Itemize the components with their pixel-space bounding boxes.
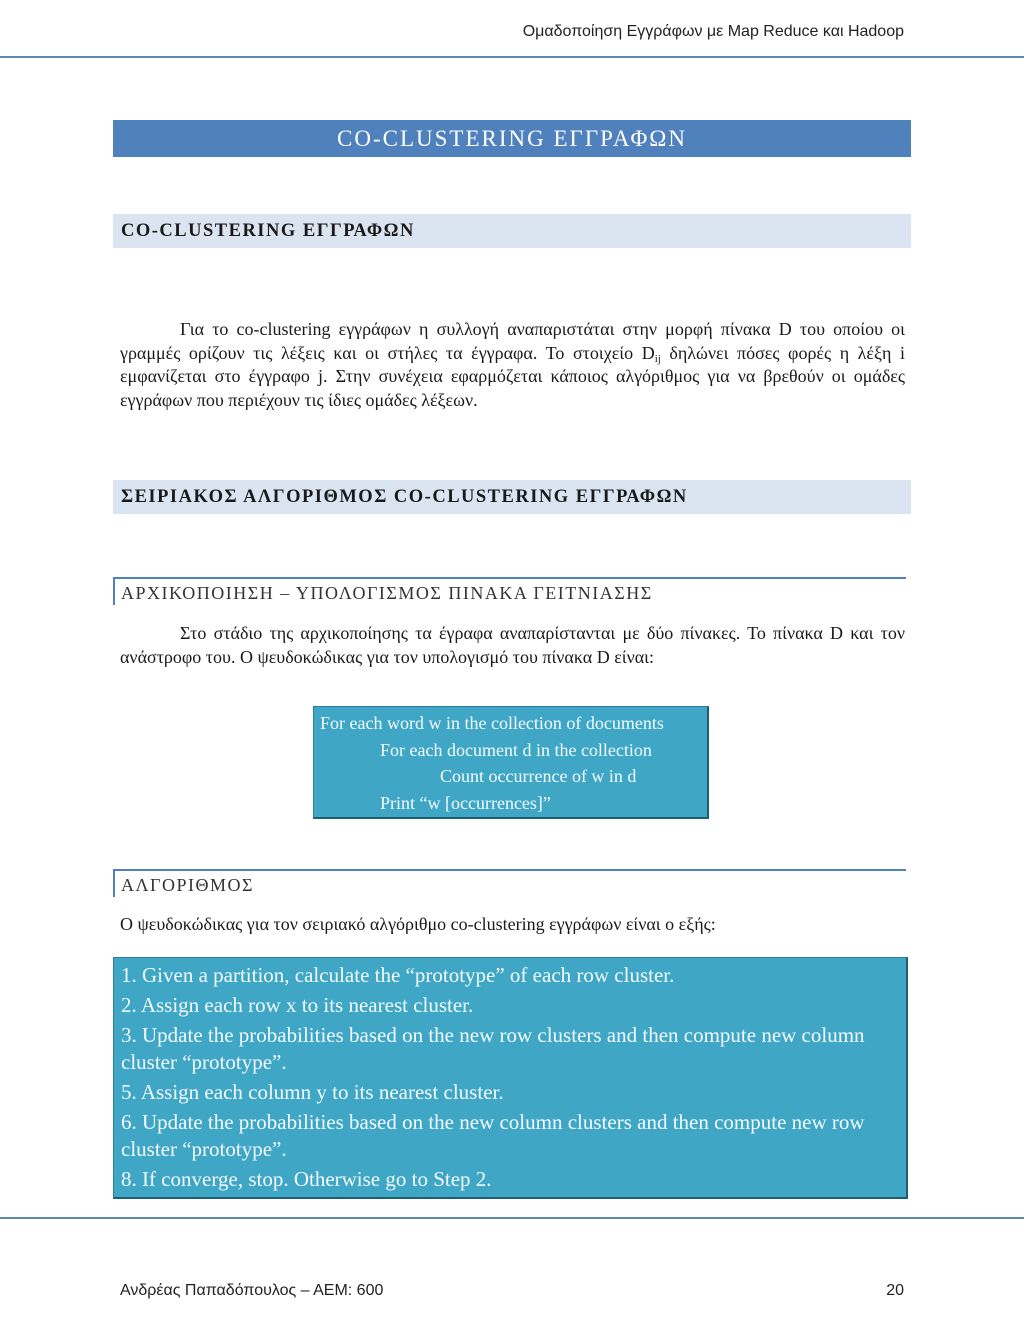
code-line: For each word w in the collection of documents [320,713,664,733]
header-rule [0,56,1024,58]
algorithm-step: 1. Given a partition, calculate the “prototype” of each row cluster. [121,963,675,987]
algorithm-step: 5. Assign each column y to its nearest cluster. [121,1080,504,1104]
section-heading-co-clustering: CO-CLUSTERING ΕΓΓΡΑΦΩΝ [113,214,911,248]
running-header: Ομαδοποίηση Εγγράφων με Map Reduce και Hadoop [522,23,904,40]
algorithm-step: 3. Update the probabilities based on the new row clusters and then compute new column cluster “prototype”. [121,1023,865,1074]
page-number: 20 [886,1282,904,1299]
chapter-title: CO-CLUSTERING ΕΓΓΡΑΦΩΝ [113,120,911,157]
code-line: Print “w [occurrences]” [380,792,551,813]
algorithm-paragraph: Ο ψευδοκώδικας για τον σειριακό αλγόριθμο co-clustering εγγράφων είναι ο εξής: [120,914,716,934]
algorithm-steps-box [113,957,908,1199]
code-line: For each document d in the collection [380,739,652,760]
footer-author: Ανδρέας Παπαδόπουλος – ΑΕΜ: 600 [120,1282,384,1299]
section-co-clustering-paragraph: Για το co-clustering εγγράφων η συλλογή αναπαριστάται στην μορφή πίνακα D του οποίου οι γραμμές ορίζουν τις λέξεις και οι στήλες τα έγγραφα. Το στοιχείο $D_{ij}$ δηλώνει πόσες φορές η λέξη i εμφανίζεται στο έγγραφο j. Στην συνέχεια εφαρμόζεται κάποιος αλγόριθμος για να βρεθούν οι ομάδες εγγράφων που περιέχουν τις ίδιες ομάδες λέξεων. [120,319,905,410]
algorithm-step: 6. Update the probabilities based on the new column clusters and then compute new row cluster “prototype”. [121,1110,865,1161]
subsection-heading-initialization: ΑΡΧΙΚΟΠΟΙΗΣΗ – ΥΠΟΛΟΓΙΣΜΟΣ ΠΙΝΑΚΑ ΓΕΙΤΝΙΑΣΗΣ [113,577,906,605]
footer-rule [0,1217,1024,1219]
section-heading-serial-algorithm: ΣΕΙΡΙΑΚΟΣ ΑΛΓΟΡΙΘΜΟΣ CO-CLUSTERING ΕΓΓΡΑΦΩΝ [113,480,911,514]
algorithm-step: 8. If converge, stop. Otherwise go to Step 2. [121,1167,492,1191]
code-line: Count occurrence of w in d [440,766,637,786]
pseudocode-box [313,706,709,819]
algorithm-step: 2. Assign each row x to its nearest cluster. [121,993,474,1017]
subsection-heading-algorithm: ΑΛΓΟΡΙΘΜΟΣ [113,869,906,897]
initialization-paragraph: Στο στάδιο της αρχικοποίησης τα έγραφα αναπαρίστανται με δύο πίνακες. Το πίνακα D και τον ανάστροφο του. Ο ψευδοκώδικας για τον υπολογισμό του πίνακα D είναι: [120,623,905,667]
